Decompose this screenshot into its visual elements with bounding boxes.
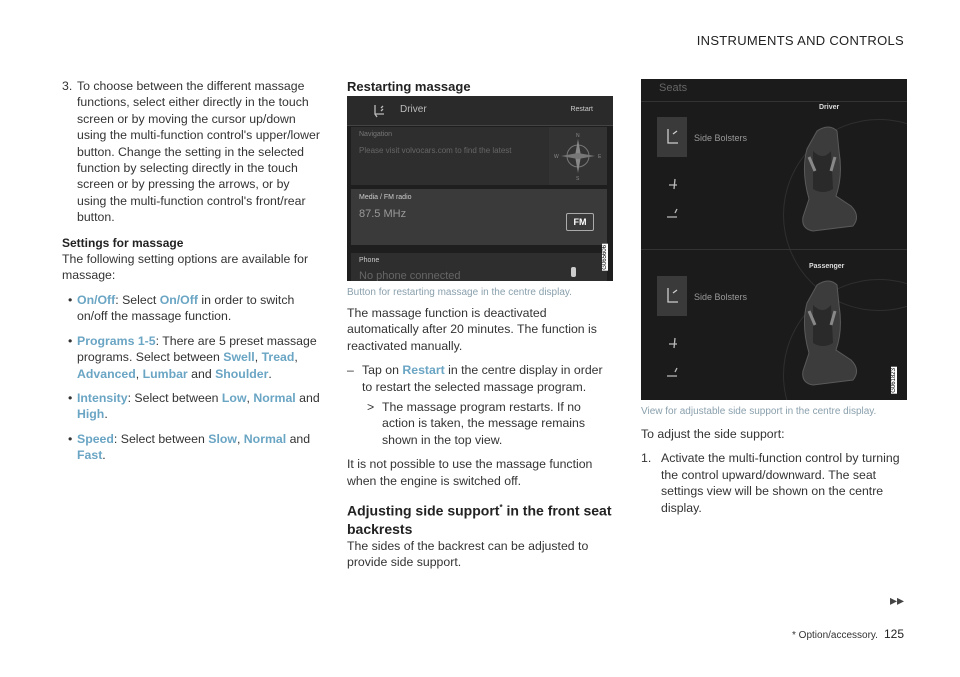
section-header: INSTRUMENTS AND CONTROLS [696,33,904,48]
driver-seat-image [791,121,871,241]
side-bolster-button-passenger[interactable] [657,276,687,316]
compass-tile [549,127,607,185]
divider [641,101,907,102]
seat-icon [657,117,687,157]
phone-text: No phone connected [359,270,461,281]
svg-text:E: E [598,154,602,160]
restart-heading: Restarting massage [347,79,471,94]
value-advanced: Advanced [77,366,136,381]
seat-icon [657,276,687,316]
restart-link: Restart [402,363,445,378]
svg-text:W: W [554,154,559,160]
dash-marker: – [347,363,354,378]
term-programs: Programs 1-5 [77,333,156,348]
media-title: Media / FM radio [359,194,412,201]
next-page-arrows: ▸▸ [889,592,904,608]
left-column [62,78,320,464]
text-fragment: . [102,448,106,463]
driver-label: Driver [819,104,840,111]
term-onoff: On/Off [77,292,116,307]
text-fragment: and [187,366,216,381]
step-number: 1. [641,451,652,466]
term-intensity: Intensity [77,390,128,405]
value-shoulder: Shoulder [215,366,269,381]
passenger-label: Passenger [809,263,845,270]
image-code: G061823 [891,368,897,393]
divider [641,249,907,250]
restart-caption: Button for restarting massage in the centre display. [347,287,572,298]
phone-icon [571,267,576,277]
option-asterisk: * [499,503,503,513]
heading-part: in the front seat backrests [347,502,612,537]
page-footer [792,627,904,641]
side-bolster-button-driver[interactable] [657,117,687,157]
value-high: High [77,407,105,422]
value-slow: Slow [208,431,237,446]
step-text: To choose between the different massage functions, select either directly in the touch screen or by moving the cursor up/down using the multi-function control's upper/lower button. Change the setting in the selected function by selecting directly in the touch screen or by pressing the arrows, or by using the multi-function control's front/rear button. [77,79,320,225]
side-bolster-option-driver[interactable]: Side Bolsters [694,133,748,143]
text-fragment: , [135,366,143,381]
text-fragment: , [254,350,262,365]
text-fragment: and [286,431,311,446]
bullet-dot: • [68,390,73,405]
bullet-intensity [62,390,320,423]
massage-button-driver[interactable] [657,195,687,235]
text-fragment: and [295,390,320,405]
text-fragment: . [104,407,108,422]
text-fragment: , [246,390,254,405]
value-normal: Normal [253,390,296,405]
middle-body [347,305,613,571]
right-body [641,426,907,516]
text-fragment: . [268,366,272,381]
seats-caption: View for adjustable side support in the centre display. [641,406,877,417]
text-fragment: , [236,431,244,446]
svg-text:N: N [576,133,580,139]
bullet-onoff [62,292,320,325]
restart-screenshot [347,96,613,281]
step-1 [641,450,907,516]
side-support-text: The sides of the backrest can be adjusted to provide side support. [347,538,589,570]
text-fragment: : There are 5 preset massage programs. Select between [77,333,317,365]
media-value: 87.5 MHz [359,208,407,220]
result-marker: > [367,400,375,415]
bullet-programs [62,333,320,382]
fm-radio-icon: FM [566,213,594,231]
seat-icon [657,354,687,394]
term-speed: Speed [77,431,114,446]
driver-label: Driver [400,104,427,115]
value-tread: Tread [261,350,295,365]
phone-tile[interactable] [351,253,607,281]
value-low: Low [221,390,247,405]
media-tile[interactable] [351,189,551,245]
option-footnote: * Option/accessory. [792,630,878,641]
svg-text:S: S [576,176,580,182]
seats-screenshot [641,79,907,400]
page-number: 125 [883,627,904,641]
seat-icon [371,103,387,119]
nav-text: Please visit volvocars.com to find the latest [359,146,512,155]
engine-off-text: It is not possible to use the massage function when the engine is switched off. [347,457,593,488]
side-bolster-option-passenger[interactable]: Side Bolsters [694,292,748,302]
seats-title: Seats [659,82,688,94]
auto-deactivate-text: The massage function is deactivated automatically after 20 minutes. The function is reactivated manually. [347,306,597,353]
text-fragment: : Select between [113,431,209,446]
text-fragment: in order to switch on/off the massage function. [77,292,295,324]
value-normal: Normal [243,431,287,446]
settings-heading: Settings for massage [62,235,184,250]
restart-button[interactable]: Restart [570,106,593,113]
radio-tile [549,189,607,245]
text-fragment: Tap on [362,363,403,378]
bullet-dot: • [68,431,73,446]
compass-icon [549,127,607,185]
text-fragment: , [294,350,298,365]
value-swell: Swell [223,350,255,365]
text-fragment: in the centre display in order to restart the selected massage program. [362,363,603,394]
value-fast: Fast [77,448,103,463]
text-fragment: : Select [115,292,160,307]
image-code: G065606 [602,245,608,270]
value-onoff: On/Off [159,292,198,307]
screen-top-bar [347,96,613,126]
massage-button-passenger[interactable] [657,354,687,394]
bullet-dot: • [68,333,73,348]
bullet-dot: • [68,292,73,307]
phone-title: Phone [359,257,380,264]
bullet-speed [62,431,320,464]
value-lumbar: Lumbar [142,366,188,381]
step-3 [62,78,320,226]
result-text: The massage program restarts. If no action is taken, the message remains shown in the top view. [382,400,586,447]
side-support-heading [347,499,613,538]
nav-title: Navigation [359,131,393,138]
step-number: 3. [62,79,73,93]
restart-result [347,399,613,448]
settings-intro: The following setting options are available for massage: [62,252,309,283]
heading-part: Adjusting side support [347,502,500,519]
restart-instruction [347,362,613,395]
navigation-tile[interactable] [351,127,551,185]
text-fragment: : Select between [127,390,222,405]
seat-icon [657,195,687,235]
side-support-intro: To adjust the side support: [641,427,785,441]
step-text: Activate the multi-function control by turning the control upward/downward. The seat settings view will be shown on the centre display. [661,451,900,515]
passenger-seat-image [791,275,871,395]
